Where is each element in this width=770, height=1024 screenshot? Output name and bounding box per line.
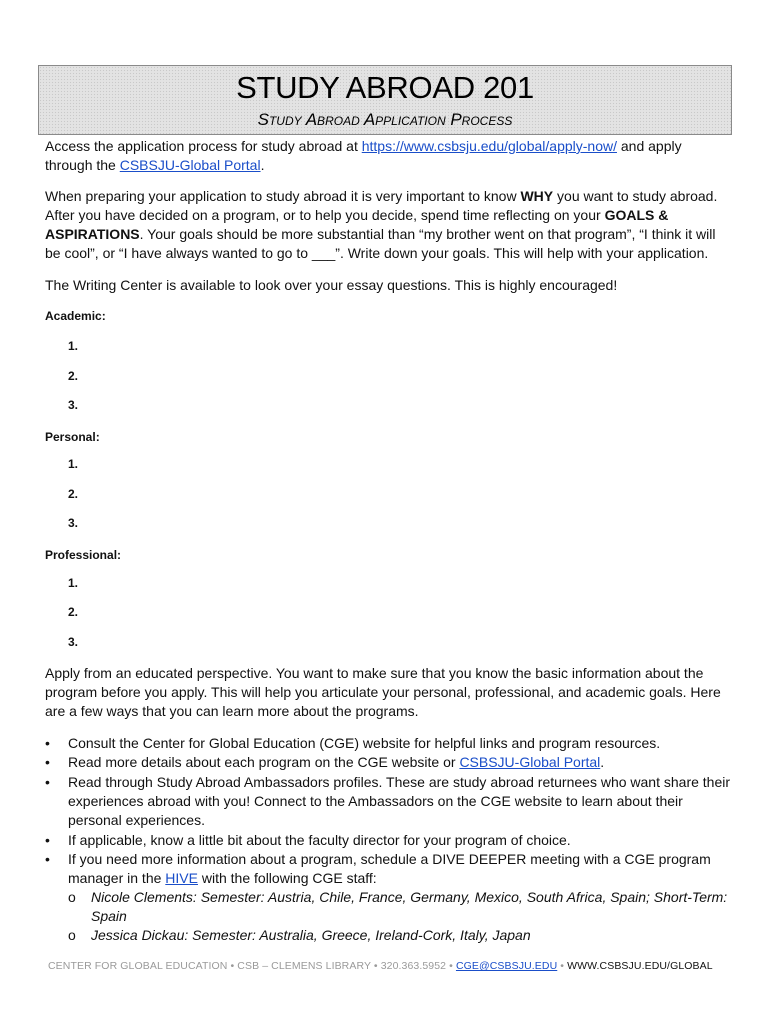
professional-item-3: 3. xyxy=(68,635,79,649)
bullet-dive-deeper-line-1: If you need more information about a program, schedule a DIVE DEEPER meeting with a CGE program xyxy=(68,851,711,867)
page-footer: CENTER FOR GLOBAL EDUCATION • CSB – CLEMENS LIBRARY • 320.363.5952 • CGE@CSBSJU.EDU • WWW.CSBSJU.EDU/GLOBAL xyxy=(48,960,713,972)
academic-label: Academic: xyxy=(45,309,106,323)
page-subtitle: Study Abroad Application Process xyxy=(257,110,513,129)
staff-nicole-line-2: Spain xyxy=(91,908,127,924)
professional-item-2: 2. xyxy=(68,605,79,619)
academic-item-3: 3. xyxy=(68,398,79,412)
bullet-ambassadors-line-3: personal experiences. xyxy=(68,812,205,828)
global-website-text: WWW.CSBSJU.EDU/GLOBAL xyxy=(567,960,713,972)
personal-item-2: 2. xyxy=(68,487,79,501)
sub-bullet-icon: o xyxy=(68,927,76,943)
hive-link[interactable]: HIVE xyxy=(165,870,198,886)
personal-label: Personal: xyxy=(45,430,100,444)
personal-item-1: 1. xyxy=(68,457,79,471)
bullet-faculty-director: If applicable, know a little bit about the faculty director for your program of choice. xyxy=(68,832,571,848)
apply-paragraph-line-3: are a few ways that you can learn more about the programs. xyxy=(45,703,419,719)
apply-paragraph-line-2: program before you apply. This will help you articulate your personal, professional, and academic goals. Here xyxy=(45,684,721,700)
global-portal-link[interactable]: CSBSJU-Global Portal xyxy=(119,157,261,173)
bullet-ambassadors-line-1: Read through Study Abroad Ambassadors profiles. These are study abroad returnees who want share their xyxy=(68,774,731,790)
bullet-dive-deeper-line-2: manager in the HIVE with the following CGE staff: xyxy=(68,870,377,886)
apply-now-link[interactable]: https://www.csbsju.edu/global/apply-now/ xyxy=(361,138,617,154)
professional-label: Professional: xyxy=(45,548,122,562)
intro-line-1: Access the application process for study abroad at https://www.csbsju.edu/global/apply-now/ and apply xyxy=(45,138,682,154)
bullet-icon: • xyxy=(45,774,50,790)
bullet-icon: • xyxy=(45,754,50,770)
cge-email-link[interactable]: CGE@CSBSJU.EDU xyxy=(455,960,558,972)
bullet-program-details: Read more details about each program on the CGE website or CSBSJU-Global Portal. xyxy=(68,754,605,770)
apply-paragraph-line-1: Apply from an educated perspective. You want to make sure that you know the basic information about the xyxy=(45,665,704,681)
goals-paragraph-line-2: After you have decided on a program, or to help you decide, spend time reflecting on your GOALS & xyxy=(45,207,669,223)
staff-nicole-line-1: Nicole Clements: Semester: Austria, Chile, France, Germany, Mexico, South Africa, Spain; Short-Term: xyxy=(91,889,728,905)
professional-item-1: 1. xyxy=(68,576,79,590)
bullet-consult-cge: Consult the Center for Global Education (CGE) website for helpful links and program resources. xyxy=(68,735,661,751)
personal-item-3: 3. xyxy=(68,516,79,530)
intro-line-2: through the CSBSJU-Global Portal. xyxy=(45,157,265,173)
goals-paragraph-line-1: When preparing your application to study abroad it is very important to know WHY you want to study abroad. xyxy=(45,188,718,204)
global-portal-link-2[interactable]: CSBSJU-Global Portal xyxy=(459,754,601,770)
writing-center-note: The Writing Center is available to look over your essay questions. This is highly encouraged! xyxy=(45,277,618,293)
bullet-ambassadors-line-2: experiences abroad with you! Connect to the Ambassadors on the CGE website to learn about their xyxy=(68,793,683,809)
goals-paragraph-line-4: be cool”, or “I have always wanted to go to ___”. Write down your goals. This will help with your application. xyxy=(45,245,709,261)
title-banner xyxy=(38,65,732,135)
staff-jessica: Jessica Dickau: Semester: Australia, Greece, Ireland-Cork, Italy, Japan xyxy=(91,927,531,943)
bullet-icon: • xyxy=(45,735,50,751)
goals-paragraph-line-3: ASPIRATIONS. Your goals should be more substantial than “my brother went on that program”, “I think it will xyxy=(45,226,716,242)
bullet-icon: • xyxy=(45,851,50,867)
page-title: STUDY ABROAD 201 xyxy=(236,70,534,105)
bullet-icon: • xyxy=(45,832,50,848)
academic-item-2: 2. xyxy=(68,369,79,383)
sub-bullet-icon: o xyxy=(68,889,76,905)
academic-item-1: 1. xyxy=(68,339,79,353)
